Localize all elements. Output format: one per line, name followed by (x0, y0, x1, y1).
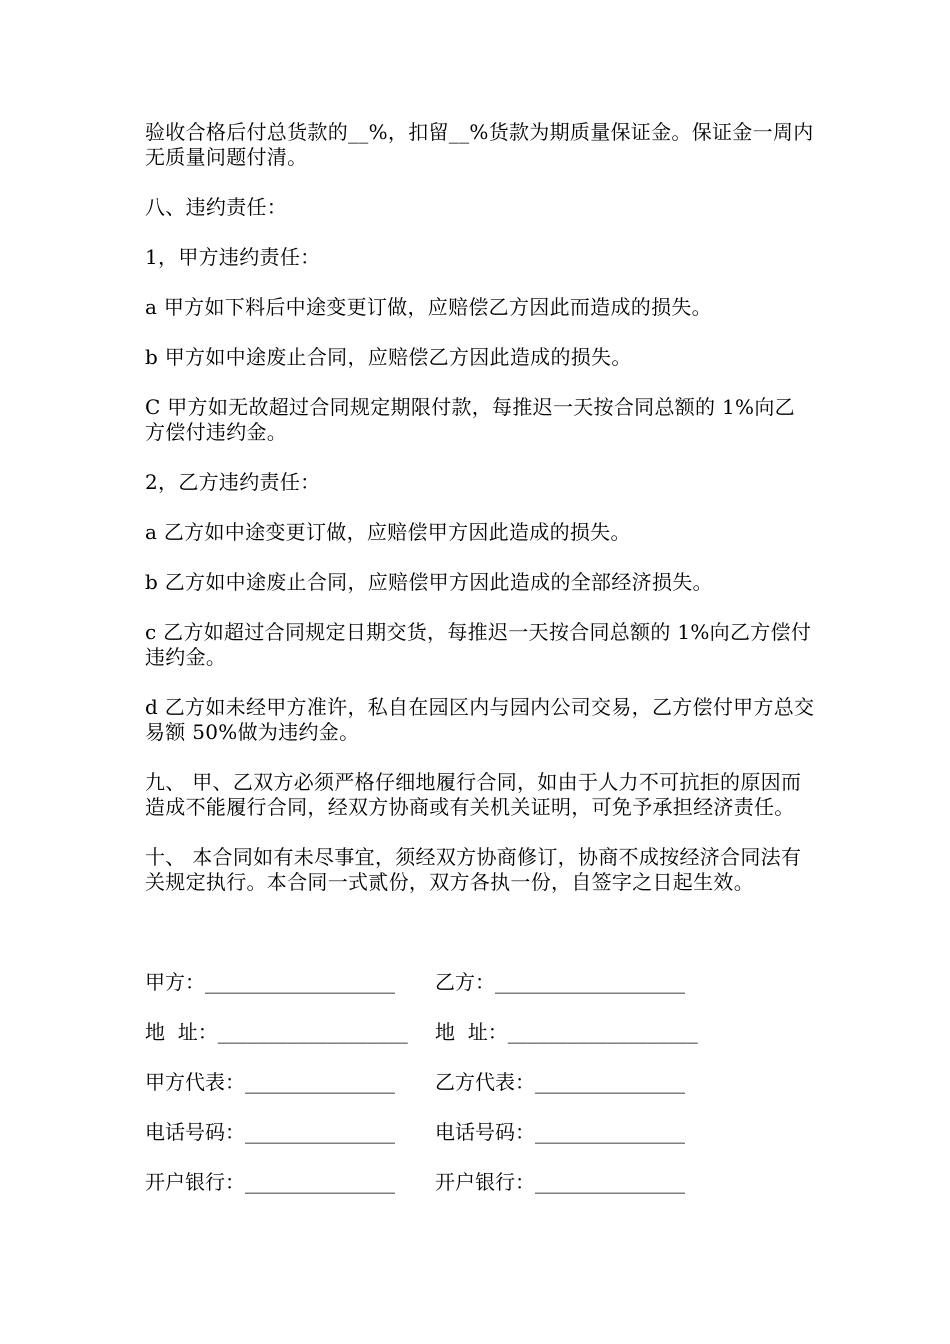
signature-row-representative (145, 1070, 815, 1120)
party-b-clause-b: b 乙方如中途废止合同，应赔偿甲方因此造成的全部经济损失。 (145, 570, 713, 594)
signature-row-address (145, 1020, 815, 1070)
signature-row-bank (145, 1170, 815, 1220)
party-a-field: 甲方：___________________ (145, 970, 395, 994)
party-b-clause-c: c 乙方如超过合同规定日期交货，每推迟一天按合同总额的 1%向乙方偿付违约金。 (145, 620, 812, 669)
party-a-phone-field: 电话号码：_______________ (145, 1120, 395, 1144)
party-a-bank-field: 开户银行：_______________ (145, 1170, 395, 1194)
section-10-paragraph: 十、 本合同如有未尽事宜，须经双方协商修订，协商不成按经济合同法有关规定执行。本合同一式贰份，双方各执一份，自签字之日起生效。 (145, 845, 802, 894)
party-b-liability-heading: 2，乙方违约责任： (145, 470, 321, 494)
party-b-field: 乙方：___________________ (435, 970, 685, 994)
party-b-bank-field: 开户银行：_______________ (435, 1170, 685, 1194)
party-a-clause-b: b 甲方如中途废止合同，应赔偿乙方因此造成的损失。 (145, 345, 632, 369)
party-a-address-field: 地 址：___________________ (145, 1020, 408, 1044)
party-b-address-field: 地 址：___________________ (435, 1020, 698, 1044)
contract-body (145, 120, 815, 895)
signature-row-party (145, 970, 815, 1020)
payment-terms-paragraph: 验收合格后付总货款的__%，扣留__%货款为期质量保证金。保证金一周内无质量问题付清。 (145, 120, 814, 169)
section-9-paragraph: 九、 甲、乙双方必须严格仔细地履行合同，如由于人力不可抗拒的原因而造成不能履行合同，经双方协商或有关机关证明，可免予承担经济责任。 (145, 770, 802, 819)
party-b-clause-d: d 乙方如未经甲方准许，私自在园区内与园内公司交易，乙方偿付甲方总交易额 50%做为违约金。 (145, 695, 815, 744)
signature-block (145, 970, 815, 1220)
section-8-heading: 八、违约责任： (145, 195, 288, 219)
party-b-representative-field: 乙方代表：_______________ (435, 1070, 685, 1094)
signature-row-phone (145, 1120, 815, 1170)
party-b-clause-a: a 乙方如中途变更订做，应赔偿甲方因此造成的损失。 (145, 520, 631, 544)
party-b-phone-field: 电话号码：_______________ (435, 1120, 685, 1144)
party-a-clause-a: a 甲方如下料后中途变更订做，应赔偿乙方因此而造成的损失。 (145, 295, 712, 319)
party-a-liability-heading: 1，甲方违约责任： (145, 245, 321, 269)
party-a-representative-field: 甲方代表：_______________ (145, 1070, 395, 1094)
party-a-clause-c: C 甲方如无故超过合同规定期限付款，每推迟一天按合同总额的 1%向乙方偿付违约金。 (145, 395, 795, 444)
